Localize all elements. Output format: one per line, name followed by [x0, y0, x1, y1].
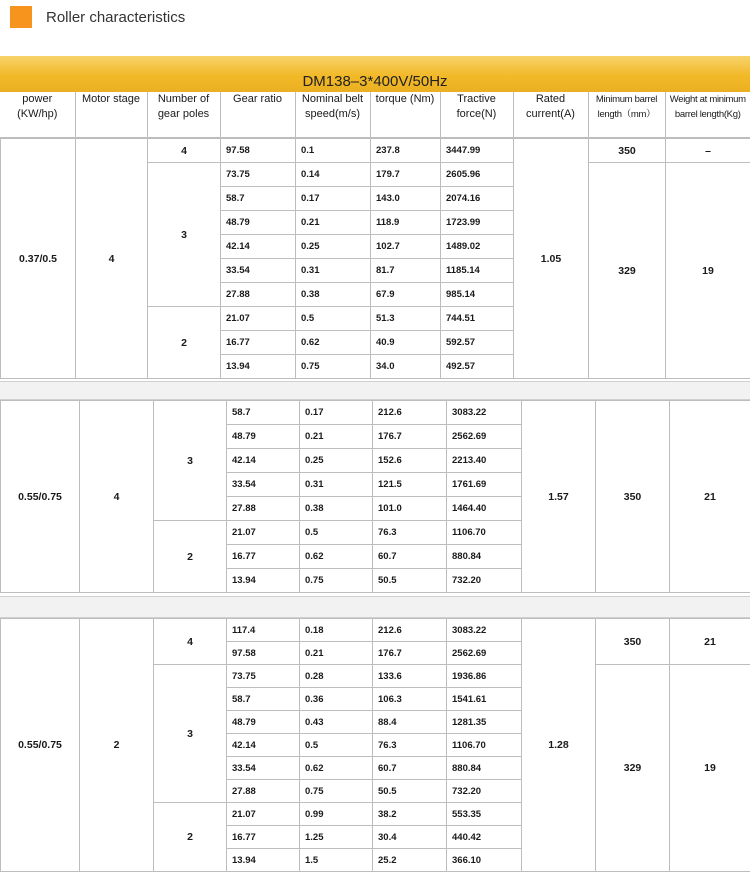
section-3-table — [0, 618, 750, 872]
cell-gear-ratio: 97.58 — [227, 642, 300, 665]
cell-tractive-force: 744.51 — [441, 307, 514, 331]
cell-motor-stage: 4 — [80, 401, 154, 593]
cell-torque: 40.9 — [371, 331, 441, 355]
cell-belt-speed: 0.21 — [296, 211, 371, 235]
section-title: Roller characteristics — [46, 8, 186, 26]
cell-belt-speed: 0.18 — [300, 619, 373, 642]
cell-gear-ratio: 33.54 — [227, 757, 300, 780]
cell-torque: 76.3 — [373, 521, 447, 545]
section-2-table — [0, 400, 750, 593]
cell-motor-stage: 2 — [80, 619, 154, 872]
cell-belt-speed: 0.21 — [300, 425, 373, 449]
cell-tractive-force: 2562.69 — [447, 425, 522, 449]
cell-min-length: 350 — [589, 139, 666, 163]
cell-weight: 21 — [670, 619, 750, 665]
cell-belt-speed: 0.38 — [296, 283, 371, 307]
cell-belt-speed: 1.5 — [300, 849, 373, 872]
cell-gear-poles: 3 — [148, 163, 221, 307]
cell-belt-speed: 0.38 — [300, 497, 373, 521]
header-min-length: Minimum barrel length（mm） — [588, 92, 665, 138]
cell-belt-speed: 0.36 — [300, 688, 373, 711]
orange-square-icon — [10, 6, 32, 28]
cell-torque: 237.8 — [371, 139, 441, 163]
cell-torque: 106.3 — [373, 688, 447, 711]
cell-weight: 19 — [670, 665, 750, 872]
cell-gear-poles: 2 — [148, 307, 221, 379]
header-torque: torque (Nm) — [370, 92, 440, 138]
cell-tractive-force: 2605.96 — [441, 163, 514, 187]
cell-gear-ratio: 97.58 — [221, 139, 296, 163]
cell-tractive-force: 985.14 — [441, 283, 514, 307]
cell-tractive-force: 3447.99 — [441, 139, 514, 163]
cell-tractive-force: 2074.16 — [441, 187, 514, 211]
cell-tractive-force: 3083.22 — [447, 401, 522, 425]
model-banner — [0, 56, 750, 92]
cell-belt-speed: 0.17 — [296, 187, 371, 211]
cell-gear-ratio: 16.77 — [227, 826, 300, 849]
cell-tractive-force: 1106.70 — [447, 734, 522, 757]
cell-rated-current: 1.05 — [514, 139, 589, 379]
cell-torque: 143.0 — [371, 187, 441, 211]
cell-gear-ratio: 13.94 — [221, 355, 296, 379]
cell-belt-speed: 0.5 — [300, 734, 373, 757]
cell-gear-ratio: 33.54 — [221, 259, 296, 283]
cell-tractive-force: 1761.69 — [447, 473, 522, 497]
cell-tractive-force: 366.10 — [447, 849, 522, 872]
cell-torque: 81.7 — [371, 259, 441, 283]
cell-belt-speed: 0.28 — [300, 665, 373, 688]
cell-gear-ratio: 58.7 — [221, 187, 296, 211]
cell-belt-speed: 0.75 — [296, 355, 371, 379]
cell-belt-speed: 0.25 — [300, 449, 373, 473]
cell-min-length: 329 — [596, 665, 670, 872]
cell-tractive-force: 2562.69 — [447, 642, 522, 665]
cell-torque: 133.6 — [373, 665, 447, 688]
cell-belt-speed: 0.14 — [296, 163, 371, 187]
cell-belt-speed: 0.25 — [296, 235, 371, 259]
cell-torque: 118.9 — [371, 211, 441, 235]
cell-torque: 88.4 — [373, 711, 447, 734]
header-power: power (KW/hp) — [0, 92, 75, 138]
section-separator — [0, 381, 750, 400]
header-belt-speed: Nominal belt speed(m/s) — [295, 92, 370, 138]
section-1-table — [0, 138, 750, 379]
model-title: DM138–3*400V/50Hz — [302, 73, 448, 90]
cell-belt-speed: 0.1 — [296, 139, 371, 163]
cell-tractive-force: 1106.70 — [447, 521, 522, 545]
cell-torque: 152.6 — [373, 449, 447, 473]
cell-belt-speed: 0.5 — [300, 521, 373, 545]
cell-gear-ratio: 58.7 — [227, 401, 300, 425]
header-gear-ratio: Gear ratio — [220, 92, 295, 138]
cell-torque: 101.0 — [373, 497, 447, 521]
cell-gear-ratio: 21.07 — [227, 521, 300, 545]
cell-gear-ratio: 73.75 — [227, 665, 300, 688]
cell-rated-current: 1.28 — [522, 619, 596, 872]
cell-torque: 179.7 — [371, 163, 441, 187]
cell-torque: 51.3 — [371, 307, 441, 331]
cell-tractive-force: 732.20 — [447, 569, 522, 593]
cell-belt-speed: 0.75 — [300, 780, 373, 803]
cell-belt-speed: 0.17 — [300, 401, 373, 425]
cell-gear-ratio: 27.88 — [227, 497, 300, 521]
cell-torque: 212.6 — [373, 401, 447, 425]
cell-torque: 50.5 — [373, 780, 447, 803]
cell-tractive-force: 880.84 — [447, 545, 522, 569]
cell-torque: 176.7 — [373, 642, 447, 665]
cell-gear-ratio: 117.4 — [227, 619, 300, 642]
cell-belt-speed: 0.62 — [300, 545, 373, 569]
cell-gear-poles: 4 — [148, 139, 221, 163]
cell-gear-ratio: 27.88 — [227, 780, 300, 803]
cell-gear-ratio: 48.79 — [227, 425, 300, 449]
cell-belt-speed: 1.25 — [300, 826, 373, 849]
cell-torque: 30.4 — [373, 826, 447, 849]
cell-tractive-force: 1185.14 — [441, 259, 514, 283]
header-gear-poles: Number of gear poles — [147, 92, 220, 138]
cell-belt-speed: 0.99 — [300, 803, 373, 826]
table-row — [1, 401, 750, 425]
cell-torque: 50.5 — [373, 569, 447, 593]
cell-torque: 176.7 — [373, 425, 447, 449]
table-row — [1, 619, 750, 642]
cell-gear-ratio: 27.88 — [221, 283, 296, 307]
cell-gear-ratio: 48.79 — [227, 711, 300, 734]
cell-torque: 102.7 — [371, 235, 441, 259]
cell-gear-ratio: 16.77 — [221, 331, 296, 355]
cell-weight: 19 — [666, 163, 750, 379]
cell-tractive-force: 2213.40 — [447, 449, 522, 473]
cell-min-length: 350 — [596, 401, 670, 593]
cell-belt-speed: 0.43 — [300, 711, 373, 734]
cell-gear-ratio: 13.94 — [227, 849, 300, 872]
cell-belt-speed: 0.31 — [296, 259, 371, 283]
cell-gear-ratio: 16.77 — [227, 545, 300, 569]
cell-weight: 21 — [670, 401, 750, 593]
cell-belt-speed: 0.62 — [296, 331, 371, 355]
cell-tractive-force: 1489.02 — [441, 235, 514, 259]
cell-torque: 212.6 — [373, 619, 447, 642]
cell-tractive-force: 1281.35 — [447, 711, 522, 734]
cell-torque: 38.2 — [373, 803, 447, 826]
header-weight: Weight at minimum barrel length(Kg) — [665, 92, 750, 138]
cell-tractive-force: 1723.99 — [441, 211, 514, 235]
cell-tractive-force: 732.20 — [447, 780, 522, 803]
cell-tractive-force: 492.57 — [441, 355, 514, 379]
cell-gear-ratio: 13.94 — [227, 569, 300, 593]
cell-gear-poles: 3 — [154, 665, 227, 803]
cell-belt-speed: 0.75 — [300, 569, 373, 593]
cell-belt-speed: 0.31 — [300, 473, 373, 497]
cell-gear-poles: 2 — [154, 521, 227, 593]
cell-tractive-force: 3083.22 — [447, 619, 522, 642]
cell-gear-ratio: 21.07 — [221, 307, 296, 331]
cell-gear-ratio: 42.14 — [227, 449, 300, 473]
cell-torque: 34.0 — [371, 355, 441, 379]
cell-weight: – — [666, 139, 750, 163]
cell-torque: 25.2 — [373, 849, 447, 872]
cell-tractive-force: 553.35 — [447, 803, 522, 826]
cell-torque: 121.5 — [373, 473, 447, 497]
cell-torque: 76.3 — [373, 734, 447, 757]
cell-gear-ratio: 42.14 — [221, 235, 296, 259]
cell-tractive-force: 1541.61 — [447, 688, 522, 711]
cell-torque: 60.7 — [373, 545, 447, 569]
cell-tractive-force: 880.84 — [447, 757, 522, 780]
cell-belt-speed: 0.62 — [300, 757, 373, 780]
cell-gear-ratio: 42.14 — [227, 734, 300, 757]
cell-min-length: 329 — [589, 163, 666, 379]
cell-power: 0.55/0.75 — [1, 401, 80, 593]
cell-gear-poles: 3 — [154, 401, 227, 521]
cell-power: 0.55/0.75 — [1, 619, 80, 872]
cell-belt-speed: 0.5 — [296, 307, 371, 331]
cell-belt-speed: 0.21 — [300, 642, 373, 665]
cell-gear-ratio: 73.75 — [221, 163, 296, 187]
table-row — [1, 139, 750, 163]
cell-rated-current: 1.57 — [522, 401, 596, 593]
cell-torque: 60.7 — [373, 757, 447, 780]
cell-tractive-force: 592.57 — [441, 331, 514, 355]
cell-tractive-force: 1464.40 — [447, 497, 522, 521]
header-rated-current: Rated current(A) — [513, 92, 588, 138]
cell-torque: 67.9 — [371, 283, 441, 307]
cell-gear-ratio: 58.7 — [227, 688, 300, 711]
cell-power: 0.37/0.5 — [1, 139, 76, 379]
column-header — [0, 92, 750, 138]
section-heading — [10, 4, 185, 30]
cell-min-length: 350 — [596, 619, 670, 665]
header-motor-stage: Motor stage — [75, 92, 147, 138]
section-separator — [0, 596, 750, 618]
cell-motor-stage: 4 — [76, 139, 148, 379]
cell-gear-poles: 2 — [154, 803, 227, 872]
cell-gear-poles: 4 — [154, 619, 227, 665]
header-tractive-force: Tractive force(N) — [440, 92, 513, 138]
cell-tractive-force: 440.42 — [447, 826, 522, 849]
cell-gear-ratio: 48.79 — [221, 211, 296, 235]
cell-tractive-force: 1936.86 — [447, 665, 522, 688]
cell-gear-ratio: 33.54 — [227, 473, 300, 497]
cell-gear-ratio: 21.07 — [227, 803, 300, 826]
